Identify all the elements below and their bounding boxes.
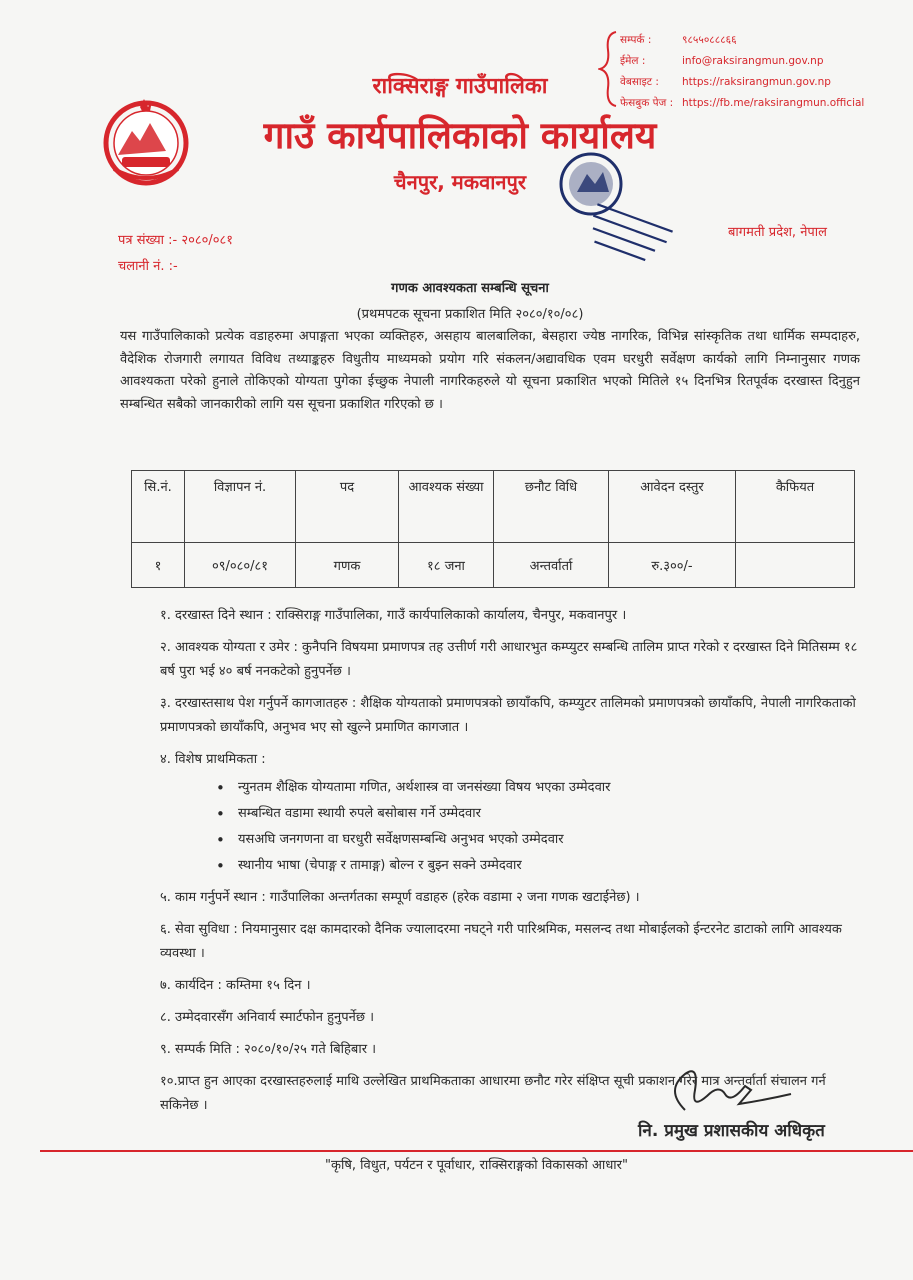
office-address: चैनपुर, मकवानपुर bbox=[393, 170, 527, 194]
footer-divider bbox=[40, 1150, 913, 1152]
contact-label: सम्पर्क : bbox=[620, 34, 652, 46]
contact-website bbox=[620, 72, 864, 93]
list-item: ३. दरखास्तसाथ पेश गर्नुपर्ने कागजातहरु : शैक्षिक योग्यताको प्रमाणपत्रको छायाँकपि, कम्प्युटर तालिमको प्रमाणपत्रको छायाँकपि, नेपाली नागरिकताको प्रमाणपत्रको छायाँकपि, अनुभव भए सो खुल्ने प्रमाणित कागजात । bbox=[160, 696, 856, 735]
contact-block bbox=[620, 30, 864, 114]
contact-label: ईमेल : bbox=[620, 55, 646, 67]
table-cell: रु.३००/- bbox=[609, 543, 736, 588]
col-selection-method: छनौट विधि bbox=[494, 471, 609, 543]
office-name: गाउँ कार्यपालिकाको कार्यालय bbox=[263, 114, 657, 157]
list-item: ८. उम्मेदवारसँग अनिवार्य स्मार्टफोन हुनुपर्नेछ । bbox=[160, 1010, 375, 1025]
list-item: ६. सेवा सुविधा : नियमानुसार दक्ष कामदारको दैनिक ज्यालादरमा नघट्ने गरी पारिश्रमिक, मसलन्द तथा मोबाईलको ईन्टरनेट डाटाको लागि आवश्यक व्यवस्था । bbox=[160, 922, 842, 961]
table-cell: गणक bbox=[296, 543, 399, 588]
list-item: ७. कार्यदिन : कम्तिमा १५ दिन । bbox=[160, 978, 311, 993]
contact-label: फेसबुक पेज : bbox=[620, 97, 674, 109]
signatory-title: नि. प्रमुख प्रशासकीय अधिकृत bbox=[638, 1121, 825, 1141]
priority-item: • स्थानीय भाषा (चेपाङ्ग र तामाङ्ग) बोल्न र बुझ्न सक्ने उम्मेदवार bbox=[238, 854, 860, 878]
contact-email bbox=[620, 51, 864, 72]
list-item: ५. काम गर्नुपर्ने स्थान : गाउँपालिका अन्तर्गतका सम्पूर्ण वडाहरु (हरेक वडामा २ जना गणक खटाईनेछ) । bbox=[160, 890, 640, 905]
brace-icon bbox=[598, 30, 618, 108]
conditions-list bbox=[160, 604, 860, 1118]
priority-item: • यसअघि जनगणना वा घरधुरी सर्वेक्षणसम्बन्धि अनुभव भएको उम्मेदवार bbox=[238, 828, 860, 852]
contact-value: https://raksirangmun.gov.np bbox=[682, 76, 831, 88]
footer-motto: "कृषि, विधुत, पर्यटन र पूर्वाधार, राक्सिराङ्गको विकासको आधार" bbox=[325, 1158, 628, 1173]
list-item: १. दरखास्त दिने स्थान : राक्सिराङ्ग गाउँपालिका, गाउँ कार्यपालिकाको कार्यालय, चैनपुर, मकवानपुर । bbox=[160, 608, 627, 623]
signature-icon bbox=[655, 1060, 795, 1120]
list-item: ९. सम्पर्क मिति : २०८०/१०/२५ गते बिहिबार । bbox=[160, 1042, 377, 1057]
dispatch-number: चलानी नं. :- bbox=[118, 259, 178, 274]
reference-block bbox=[118, 228, 233, 280]
table-header-row bbox=[132, 471, 855, 543]
notice-subtitle: (प्रथमपटक सूचना प्रकाशित मिति २०८०/१०/०८) bbox=[356, 307, 584, 322]
list-item bbox=[160, 748, 860, 878]
table-cell: १ bbox=[132, 543, 185, 588]
priority-item: • न्युनतम शैक्षिक योग्यतामा गणित, अर्थशास्त्र वा जनसंख्या विषय भएका उम्मेदवार bbox=[238, 776, 860, 800]
table-cell: १८ जना bbox=[399, 543, 494, 588]
priority-heading: ४. विशेष प्राथमिकता : bbox=[160, 752, 266, 767]
table-cell: अन्तर्वार्ता bbox=[494, 543, 609, 588]
priority-item: • सम्बन्धित वडामा स्थायी रुपले बसोबास गर्ने उम्मेदवार bbox=[238, 802, 860, 826]
vacancy-table bbox=[131, 470, 855, 588]
province-label: बागमती प्रदेश, नेपाल bbox=[728, 225, 827, 240]
col-ad-number: विज्ञापन नं. bbox=[185, 471, 296, 543]
letter-number: पत्र संख्या :- २०८०/०८१ bbox=[118, 233, 234, 248]
priority-list bbox=[160, 776, 860, 878]
list-item: १०.प्राप्त हुन आएका दरखास्तहरुलाई माथि उल्लेखित प्राथमिकताका आधारमा छनौट गरेर संक्षिप्त सूची प्रकाशन गरेर मात्र अन्तर्वार्ता संचालन गर्न सकिनेछ । bbox=[160, 1074, 826, 1113]
contact-label: वेबसाइट : bbox=[620, 76, 659, 88]
col-post: पद bbox=[296, 471, 399, 543]
contact-value: info@raksirangmun.gov.np bbox=[682, 55, 824, 67]
table-row bbox=[132, 543, 855, 588]
official-stamp-icon bbox=[555, 148, 685, 268]
nepal-emblem-icon bbox=[100, 95, 192, 187]
municipality-name: राक्सिराङ्ग गाउँपालिका bbox=[372, 74, 548, 99]
table-cell bbox=[736, 543, 855, 588]
col-required-count: आवश्यक संख्या bbox=[399, 471, 494, 543]
col-serial: सि.नं. bbox=[132, 471, 185, 543]
contact-facebook bbox=[620, 93, 864, 114]
notice-title: गणक आवश्यकता सम्बन्धि सूचना bbox=[391, 281, 549, 296]
list-item: २. आवश्यक योग्यता र उमेर : कुनैपनि विषयमा प्रमाणपत्र तह उत्तीर्ण गरी आधारभुत कम्प्युटर सम्बन्धि तालिम प्राप्त गरेको र दरखास्त दिने मितिसम्म १८ बर्ष पुरा भई ४० बर्ष ननकटेको हुनुपर्नेछ । bbox=[160, 640, 858, 679]
col-remarks: कैफियत bbox=[736, 471, 855, 543]
contact-phone bbox=[620, 30, 864, 51]
contact-value: ९८५५०८८८६६ bbox=[682, 34, 737, 46]
contact-value: https://fb.me/raksirangmun.official bbox=[682, 97, 865, 109]
table-cell: ०९/०८०/८१ bbox=[185, 543, 296, 588]
notice-intro: यस गाउँपालिकाको प्रत्येक वडाहरुमा अपाङ्गता भएका व्यक्तिहरु, असहाय बालबालिका, बेसहारा ज्येष्ठ नागरिक, विभिन्न सांस्कृतिक तथा धार्मिक सम्पदाहरु, वैदेशिक रोजगारी लगायत विविध तथ्याङ्कहरु विधुतीय माध्यमको प्रयोग गरि संकलन/अद्यावधिक एवम घरधुरी सर्वेक्षण कार्यको लागि निम्नानुसार गणक आवश्यकता परेको हुनाले तोकिएको योग्यता पुगेका ईच्छुक नेपाली नागरिकहरुले यो सूचना प्रकाशित भएको मितिले १५ दिनभित्र रितपूर्वक दरखास्त दिनुहुन सम्बन्धित सबैको जानकारीको लागि यस सूचना प्रकाशित गरिएको छ । bbox=[120, 329, 860, 412]
col-application-fee: आवेदन दस्तुर bbox=[609, 471, 736, 543]
